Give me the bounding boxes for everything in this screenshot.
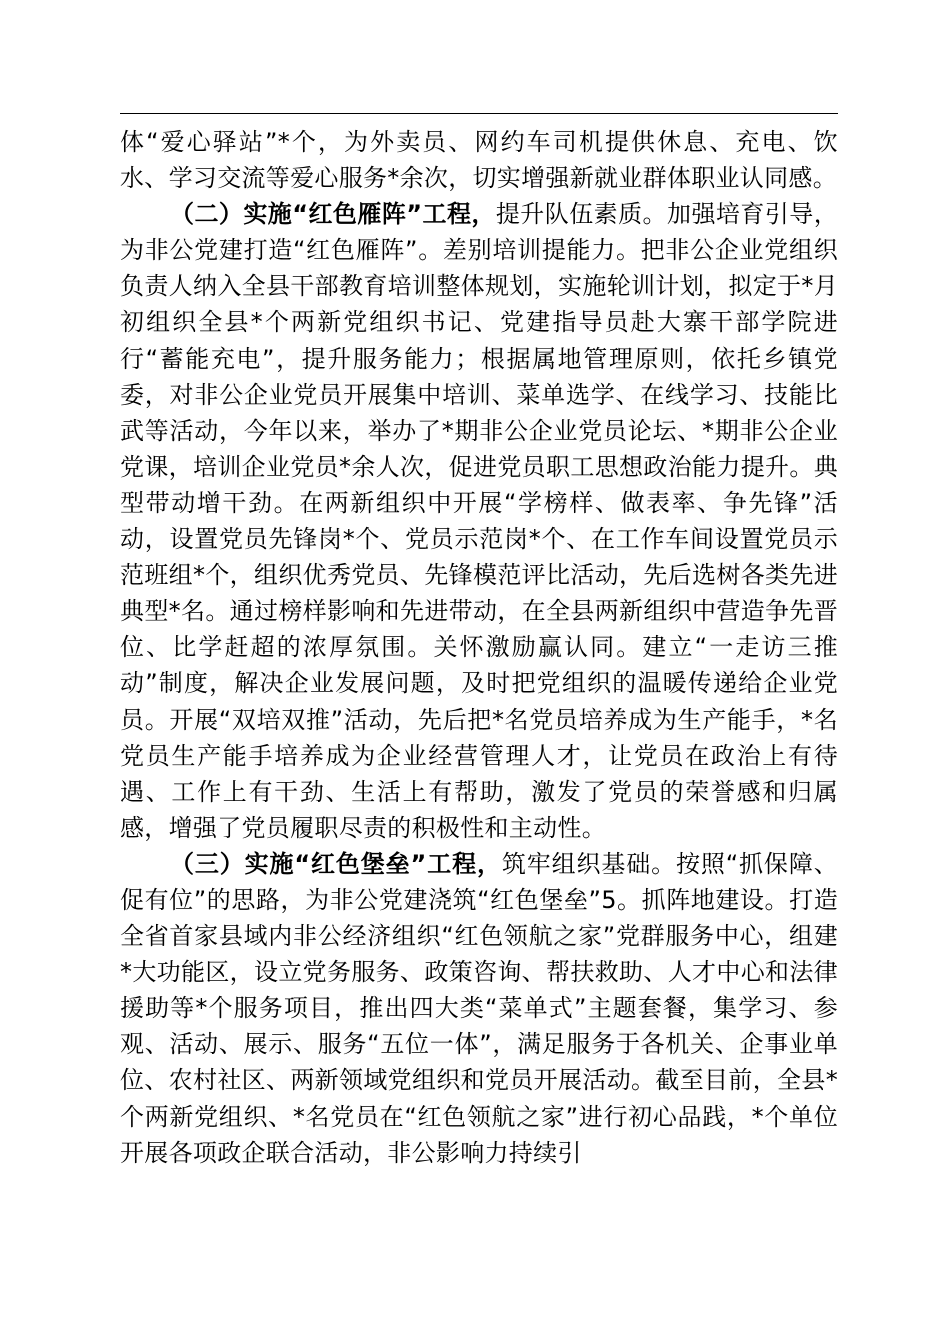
paragraph-text: 提升队伍素质。加强培育引导，为非公党建打造“红色雁阵”。差别培训提能力。把非公企业党组织负责人纳入全县干部教育培训整体规划，实施轮训计划，拟定于*月初组织全县*个两新党组织书记、党建指导员赴大寨干部学院进行“蓄能充电”，提升服务能力；根据属地管理原则，依托乡镇党委，对非公企业党员开展集中培训、菜单选学、在线学习、技能比武等活动，今年以来，举办了*期非公企业党员论坛、*期非公企业党课，培训企业党员*余人次，促进党员职工思想政治能力提升。典型带动增干劲。在两新组织中开展“学榜样、做表率、争先锋”活动，设置党员先锋岗*个、党员示范岗*个、在工作车间设置党员示范班组*个，组织优秀党员、先锋模范评比活动，先后选树各类先进典型*名。通过榜样影响和先进带动，在全县两新组织中营造争先晋位、比学赶超的浓厚氛围。关怀激励赢认同。建立“一走访三推动”制度，解决企业发展问题，及时把党组织的温暖传递给企业党员。开展“双培双推”活动，先后把*名党员培养成为生产能手，*名党员生产能手培养成为企业经营管理人才，让党员在政治上有待遇、工作上有干劲、生活上有帮助，激发了党员的荣誉感和归属感，增强了党员履职尽责的积极性和主动性。 [120, 200, 839, 842]
paragraph-text: 体“爱心驿站”*个，为外卖员、网约车司机提供休息、充电、饮水、学习交流等爱心服务*余次，切实增强新就业群体职业认同感。 [120, 128, 838, 193]
paragraph-section-three [120, 846, 838, 1171]
paragraph-continuation [120, 124, 838, 196]
section-heading: （二）实施“红色雁阵”工程， [170, 200, 496, 229]
paragraph-section-two [120, 196, 838, 846]
header-rule [120, 113, 838, 114]
document-body [120, 124, 838, 1171]
section-heading: （三）实施“红色堡垒”工程， [170, 849, 502, 878]
paragraph-text: 筑牢组织基础。按照“抓保障、促有位”的思路，为非公党建浇筑“红色堡垒”5。抓阵地建设。打造全省首家县域内非公经济组织“红色领航之家”党群服务中心，组建*大功能区，设立党务服务、政策咨询、帮扶救助、人才中心和法律援助等*个服务项目，推出四大类“菜单式”主题套餐，集学习、参观、活动、展示、服务“五位一体”，满足服务于各机关、企事业单位、农村社区、两新领域党组织和党员开展活动。截至目前，全县*个两新党组织、*名党员在“红色领航之家”进行初心品践，*个单位开展各项政企联合活动，非公影响力持续引 [120, 849, 838, 1167]
